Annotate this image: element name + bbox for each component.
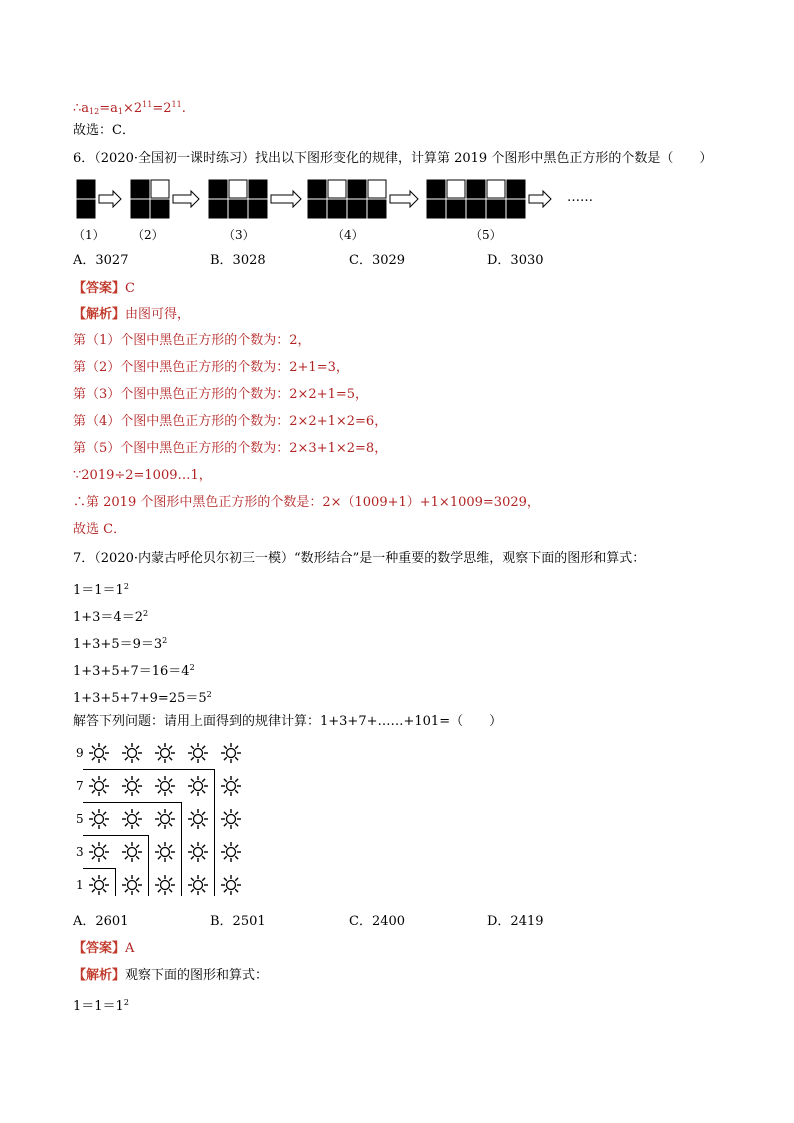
q6-figure-label-5: （5） [470,228,502,242]
q7-question: 解答下列问题：请用上面得到的规律计算：1+3+7+……+101=（ ） [73,714,503,729]
sun-icon [89,743,109,763]
q7-row-label-5: 5 [76,812,84,826]
sun-icon [221,809,241,829]
q7-row-label-3: 3 [76,845,84,859]
sun-icon [155,776,175,796]
q6-analysis-line-3: 第（2）个图中黑色正方形的个数为：2+1=3， [73,360,349,375]
sun-icon [188,875,208,895]
q6-stem: 6．（2020·全国初一课时练习）找出以下图形变化的规律，计算第 2019 个图形中黑色正方形的个数是（ ） [73,151,713,166]
sun-icon [221,875,241,895]
sun-icon [122,809,142,829]
q7-formula-3: $1+3+5=9=3^2$ [73,636,168,652]
sun-icon [122,776,142,796]
sun-icon [155,842,175,862]
sun-icon [89,842,109,862]
sun-icon [155,743,175,763]
q6-analysis-line-8: ∴第 2019 个图形中黑色正方形的个数是：2×（1009+1）+1×1009=3029， [73,495,540,510]
sun-icon [89,776,109,796]
sun-icon [89,875,109,895]
q7-analysis-first: 【解析】观察下面的图形和算式： [73,968,269,983]
q7-option-d: D．2419 [487,914,544,929]
q7-row-label-9: 9 [76,746,84,760]
prev-solution-formula: $\therefore a_{12}=a_1\times 2^{11}=2^{11}$. [73,100,186,116]
q7-formula-2: $1+3=4=2^2$ [73,609,149,625]
sun-icon [188,809,208,829]
q6-analysis-line-2: 第（1）个图中黑色正方形的个数为：2， [73,333,311,348]
sun-icon [221,842,241,862]
prev-solution-choice: 故选：C． [73,123,135,138]
q7-formula-4: $1+3+5+7=16=4^2$ [73,663,195,679]
sun-icon [89,809,109,829]
q7-option-b: B．2501 [210,914,266,929]
q6-figure-label-4: （4） [332,228,364,242]
sun-icon [188,776,208,796]
q6-analysis-line-9: 故选 C． [73,522,127,537]
q7-option-a: A．2601 [73,914,129,929]
q6-figure-label-2: （2） [132,228,164,242]
q6-figure-label-1: （1） [73,228,105,242]
q7-answer: 【答案】A [73,941,135,956]
sun-icon [221,743,241,763]
sun-icon [155,875,175,895]
q6-ellipsis: …… [567,190,593,205]
q7-formula-5: $1+3+5+7+9=25=5^2$ [73,690,212,706]
q7-row-label-7: 7 [76,779,84,793]
q7-stem: 7．（2020·内蒙古呼伦贝尔初三一模）“数形结合”是一种重要的数学思维，观察下面的图形和算式： [73,551,646,566]
q6-figure-label-3: （3） [223,228,255,242]
grid-divider-line [83,803,182,897]
q6-answer: 【答案】C [73,281,135,296]
sun-icon [188,743,208,763]
q6-analysis-line-6: 第（5）个图中黑色正方形的个数为：2×3+1×2=8， [73,441,388,456]
q6-option-a: A．3027 [73,253,129,268]
q7-analysis-formula: $1=1=1^2$ [73,998,129,1014]
sun-icon [155,809,175,829]
q6-option-c: C．3029 [349,253,406,268]
sun-icon [221,776,241,796]
q7-row-label-1: 1 [76,878,84,892]
sun-icon [122,842,142,862]
sun-icon [122,875,142,895]
q7-formula-1: $1=1=1^2$ [73,582,129,598]
q6-option-b: B．3028 [210,253,266,268]
q6-analysis-line-4: 第（3）个图中黑色正方形的个数为：2×2+1=5， [73,387,369,402]
sun-icon [122,743,142,763]
q6-analysis-line-1: 【解析】由图可得， [73,307,191,322]
q6-option-d: D．3030 [487,253,544,268]
q7-option-c: C．2400 [349,914,406,929]
q7-sun-grid-figure [73,738,248,898]
q6-analysis-line-7: ∵2019÷2=1009…1， [73,468,212,483]
sun-icon [188,842,208,862]
q6-analysis-line-5: 第（4）个图中黑色正方形的个数为：2×2+1×2=6， [73,414,388,429]
